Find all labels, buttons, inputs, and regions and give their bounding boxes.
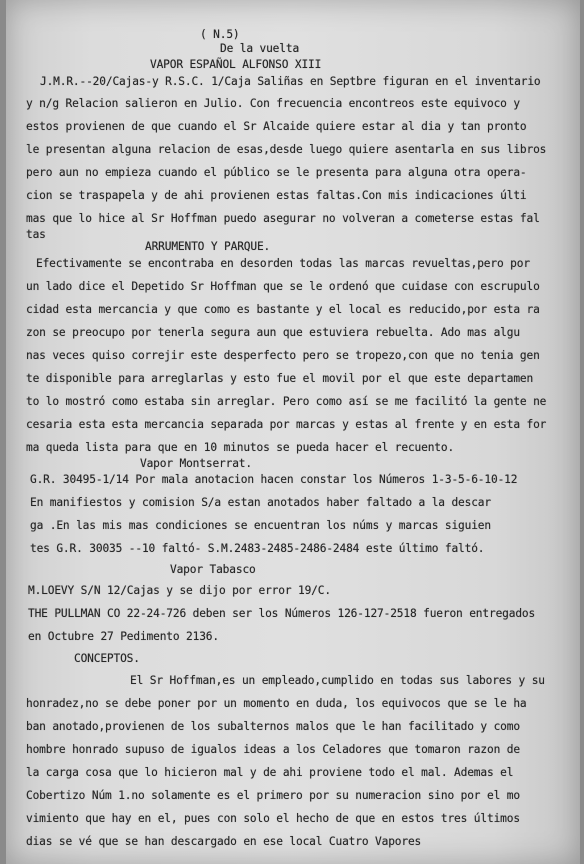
vessel-heading: VAPOR ESPAÑOL ALFONSO XIII xyxy=(150,58,322,71)
paragraph-line: cion se traspapela y de ahi provienen estas faltas.Con mis indicaciones últi xyxy=(26,189,527,202)
paragraph-line: cesaria esta esta mercancia separada por marcas y estas al frente y en esta for xyxy=(26,418,547,431)
paragraph-line: hombre honrado supuso de igualos ideas a los Celadores que tomaron razon de xyxy=(26,743,520,756)
paragraph-line: vimiento que hay en el, pues con solo el hecho de que en estos tres últimos xyxy=(26,812,520,825)
paragraph-line: le presentan alguna relacion de esas,desde luego quiere asentarla en sus libros xyxy=(26,143,547,156)
paragraph-line: ma queda lista para que en 10 minutos se pueda hacer el recuento. xyxy=(26,441,455,454)
paragraph-line: En manifiestos y comision S/a estan anotados haber faltado a la descar xyxy=(30,496,491,509)
paragraph-line: un lado dice el Depetido Sr Hoffman que se le ordenó que cuidase con escrupulo xyxy=(26,280,540,293)
paragraph-line: J.M.R.--20/Cajas-y R.S.C. 1/Caja Saliñas en Septbre figuran en el inventario xyxy=(40,75,541,88)
page-number: ( N.5) xyxy=(200,28,240,41)
paragraph-line: ban anotado,provienen de los subalternos malos que le han facilitado y como xyxy=(26,720,520,733)
paragraph-line: y n/g Relacion salieron en Julio. Con frecuencia encontreos este equivoco y xyxy=(26,97,520,110)
paragraph-line: la carga cosa que lo hicieron mal y de ahi proviene todo el mal. Ademas el xyxy=(26,766,514,779)
section-heading: CONCEPTOS. xyxy=(74,652,140,665)
paragraph-line: tes G.R. 30035 --10 faltó- S.M.2483-2485-2486-2484 este último faltó. xyxy=(30,542,485,555)
paragraph-line: nas veces quiso correjir este desperfecto pero se tropezo,con que no tenia gen xyxy=(26,349,540,362)
paragraph-line: zon se preocupo por tenerla segura aun que estuviera rebuelta. Ado mas algu xyxy=(26,326,520,339)
paragraph-line: tas xyxy=(26,228,46,241)
paragraph-line: cidad esta mercancia y que como es bastante y el local es reducido,por esta ra xyxy=(26,303,540,316)
page-subtitle: De la vuelta xyxy=(220,42,300,55)
paragraph-line: to lo mostró como estaba sin arreglar. Pero como así se me facilitó la gente ne xyxy=(26,395,547,408)
paragraph-line: honradez,no se debe poner por un momento en duda, los equivocos que se le ha xyxy=(26,697,527,710)
paragraph-line: El Sr Hoffman,es un empleado,cumplido en todas sus labores y su xyxy=(130,674,545,687)
paragraph-line: te disponible para arreglarlas y esto fue el movil por el que este departamen xyxy=(26,372,534,385)
section-heading: ARRUMENTO Y PARQUE. xyxy=(145,240,271,253)
paragraph-line: estos provienen de que cuando el Sr Alcaide quiere estar al dia y tan pronto xyxy=(26,120,527,133)
vessel-heading: Vapor Tabasco xyxy=(170,563,256,576)
paragraph-line: dias se vé que se han descargado en ese local Cuatro Vapores xyxy=(26,835,422,848)
paragraph-line: Efectivamente se encontraba en desorden todas las marcas revueltas,pero por xyxy=(36,257,530,270)
paragraph-line: en Octubre 27 Pedimento 2136. xyxy=(28,630,219,643)
paragraph-line: mas que lo hice al Sr Hoffman puedo asegurar no volveran a cometerse estas fal xyxy=(26,212,540,225)
paragraph-line: G.R. 30495-1/14 Por mala anotacion hacen constar los Números 1-3-5-6-10-12 xyxy=(30,473,518,486)
paragraph-line: M.LOEVY S/N 12/Cajas y se dijo por error 19/C. xyxy=(28,584,331,597)
paragraph-line: ga .En las mis mas condiciones se encuentran los núms y marcas siguien xyxy=(30,519,491,532)
paragraph-line: Cobertizo Núm 1.no solamente es el primero por su numeracion sino por el mo xyxy=(26,789,520,802)
paragraph-line: THE PULLMAN CO 22-24-726 deben ser los Números 126-127-2518 fueron entregados xyxy=(28,607,536,620)
paragraph-line: pero aun no empieza cuando el público se le presenta para alguna otra opera- xyxy=(26,166,527,179)
vessel-heading: Vapor Montserrat. xyxy=(140,457,252,470)
